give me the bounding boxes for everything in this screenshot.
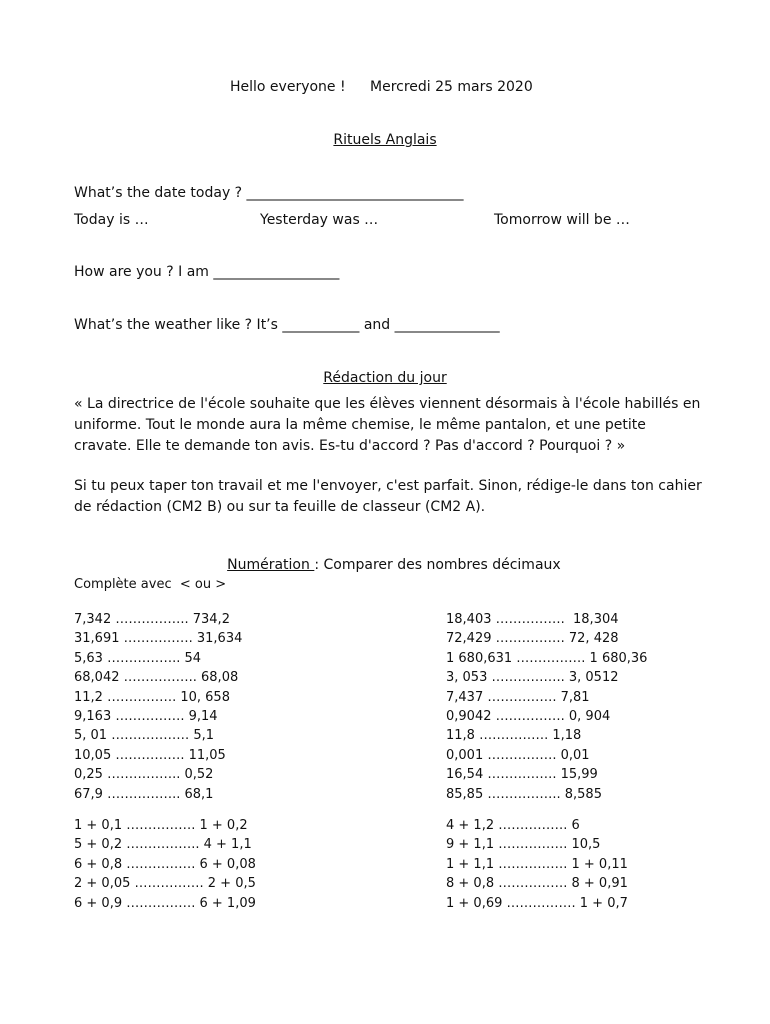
tomorrow-prompt: Tomorrow will be …: [494, 212, 630, 228]
list-item: 11,2 ……………. 10, 658: [74, 689, 230, 705]
list-item: 0,9042 ……………. 0, 904: [446, 709, 611, 725]
right-comparisons-sums: [446, 816, 628, 913]
list-item: 6 + 0,9 ……………. 6 + 1,09: [74, 895, 256, 911]
list-item: 3, 053 …………….. 3, 0512: [446, 670, 619, 686]
list-item: 4 + 1,2 ……………. 6: [446, 818, 580, 833]
list-item: 11,8 ……………. 1,18: [446, 728, 582, 744]
right-comparisons-decimals: [446, 610, 647, 804]
rituels-title: Rituels Anglais: [333, 132, 437, 148]
list-item: 67,9 …………….. 68,1: [74, 786, 214, 802]
list-item: 10,05 ……………. 11,05: [74, 747, 226, 763]
list-item: 85,85 …………….. 8,585: [446, 786, 602, 802]
list-item: 7,342 …………….. 734,2: [74, 612, 230, 627]
list-item: 2 + 0,05 ……………. 2 + 0,5: [74, 876, 256, 892]
how-are-you-prompt: How are you ? I am __________________: [74, 264, 340, 280]
list-item: 1 + 0,69 ……………. 1 + 0,7: [446, 895, 628, 911]
list-item: 7,437 ……………. 7,81: [446, 689, 590, 705]
redaction-instructions: Si tu peux taper ton travail et me l'envoyer, c'est parfait. Sinon, rédige-le dans ton cahier de rédaction (CM2 B) ou sur ta feuille de classeur (CM2 A).: [74, 478, 702, 515]
list-item: 18,403 ……………. 18,304: [446, 612, 619, 627]
list-item: 8 + 0,8 ……………. 8 + 0,91: [446, 876, 628, 892]
list-item: 68,042 …………….. 68,08: [74, 670, 239, 686]
list-item: 1 + 1,1 ……………. 1 + 0,11: [446, 856, 628, 872]
list-item: 72,429 ……………. 72, 428: [446, 631, 619, 647]
list-item: 0,25 …………….. 0,52: [74, 767, 214, 783]
list-item: 6 + 0,8 ……………. 6 + 0,08: [74, 856, 256, 872]
list-item: 16,54 ……………. 15,99: [446, 767, 598, 783]
greeting: Hello everyone !: [230, 79, 346, 95]
list-item: 1 680,631 ……………. 1 680,36: [446, 650, 648, 666]
date-question: What’s the date today ? _______________________________: [74, 185, 464, 201]
list-item: 9,163 ……………. 9,14: [74, 709, 218, 725]
date: Mercredi 25 mars 2020: [370, 79, 533, 95]
redaction-title: Rédaction du jour: [323, 370, 447, 386]
list-item: 31,691 ……………. 31,634: [74, 631, 243, 647]
list-item: 5 + 0,2 …………….. 4 + 1,1: [74, 837, 252, 853]
list-item: 0,001 ……………. 0,01: [446, 747, 590, 763]
list-item: 9 + 1,1 ……………. 10,5: [446, 837, 601, 853]
list-item: 5, 01 ……………… 5,1: [74, 728, 215, 744]
numeration-title-underlined: Numération: [227, 557, 315, 573]
list-item: 1 + 0,1 ……………. 1 + 0,2: [74, 818, 248, 833]
weather-prompt: What’s the weather like ? It’s ___________ and _______________: [74, 317, 500, 333]
list-item: 5,63 …………….. 54: [74, 650, 202, 666]
left-comparisons-decimals: [74, 610, 242, 804]
numeration-instruction: Complète avec < ou >: [74, 577, 227, 592]
numeration-title-rest: : Comparer des nombres décimaux: [314, 557, 561, 573]
redaction-prompt: « La directrice de l'école souhaite que les élèves viennent désormais à l'école habillés en uniforme. Tout le monde aura la même chemise, le même pantalon, et une petite cravate. Elle te demande ton avis. Es-tu d'accord ? Pas d'accord ? Pourquoi ? »: [74, 396, 701, 454]
left-comparisons-sums: [74, 816, 256, 913]
yesterday-prompt: Yesterday was …: [260, 212, 379, 228]
today-prompt: Today is …: [74, 212, 149, 228]
